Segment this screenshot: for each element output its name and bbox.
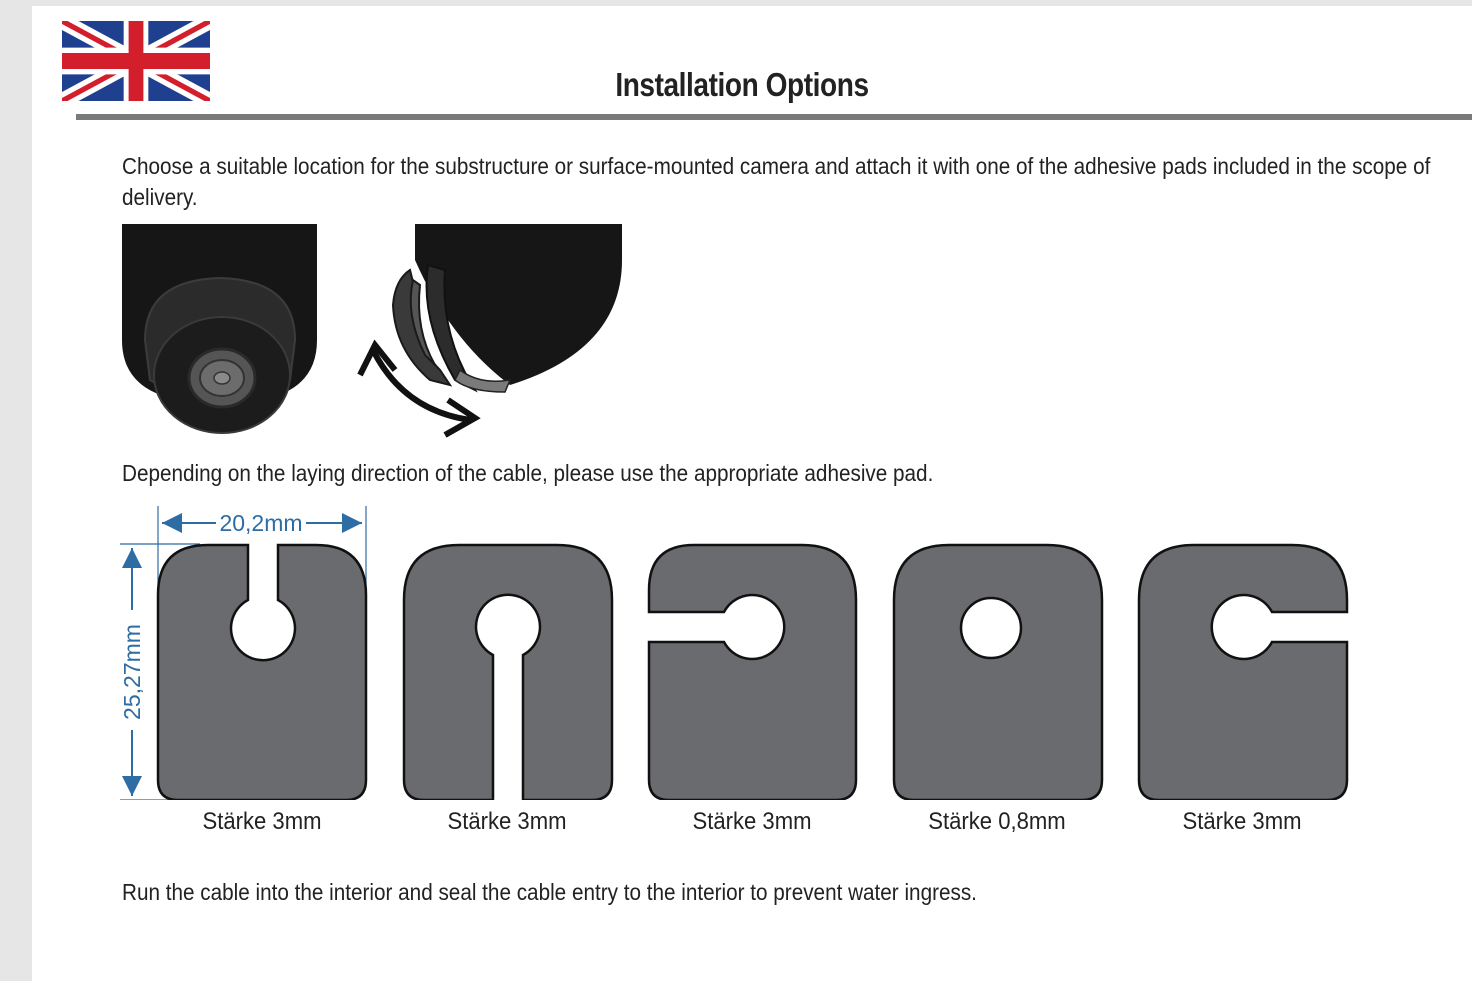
adhesive-pad-top-slot (158, 545, 366, 800)
camera-front-view (122, 224, 317, 433)
pad-label: Stärke 0,8mm (928, 808, 1066, 835)
adhesive-pad-right-slot (1139, 545, 1347, 800)
pad-label: Stärke 3mm (692, 808, 812, 835)
adhesive-pad-left-slot (649, 545, 856, 800)
page-title: Installation Options (615, 66, 869, 103)
cable-paragraph: Run the cable into the interior and seal the cable entry to the interior to prevent water ingress. (122, 879, 977, 905)
camera-side-view (360, 224, 622, 435)
adhesive-pads-diagram (110, 500, 1360, 800)
pad-label: Stärke 3mm (1182, 808, 1302, 835)
pad-label: Stärke 3mm (447, 808, 567, 835)
camera-illustration (110, 220, 640, 450)
width-label: 20,2mm (219, 510, 303, 536)
adhesive-pad-bottom-slot (404, 545, 612, 800)
height-label: 25,27mm (119, 624, 145, 720)
adhesive-pad-no-slot (894, 545, 1102, 800)
pad-label: Stärke 3mm (202, 808, 322, 835)
pads-intro-paragraph: Depending on the laying direction of the cable, please use the appropriate adhesive pad. (122, 460, 934, 486)
intro-paragraph: Choose a suitable location for the substructure or surface-mounted camera and attach it with one of the adhesive pads included in the scope of delivery. (122, 153, 1431, 210)
title-divider (76, 114, 1472, 120)
